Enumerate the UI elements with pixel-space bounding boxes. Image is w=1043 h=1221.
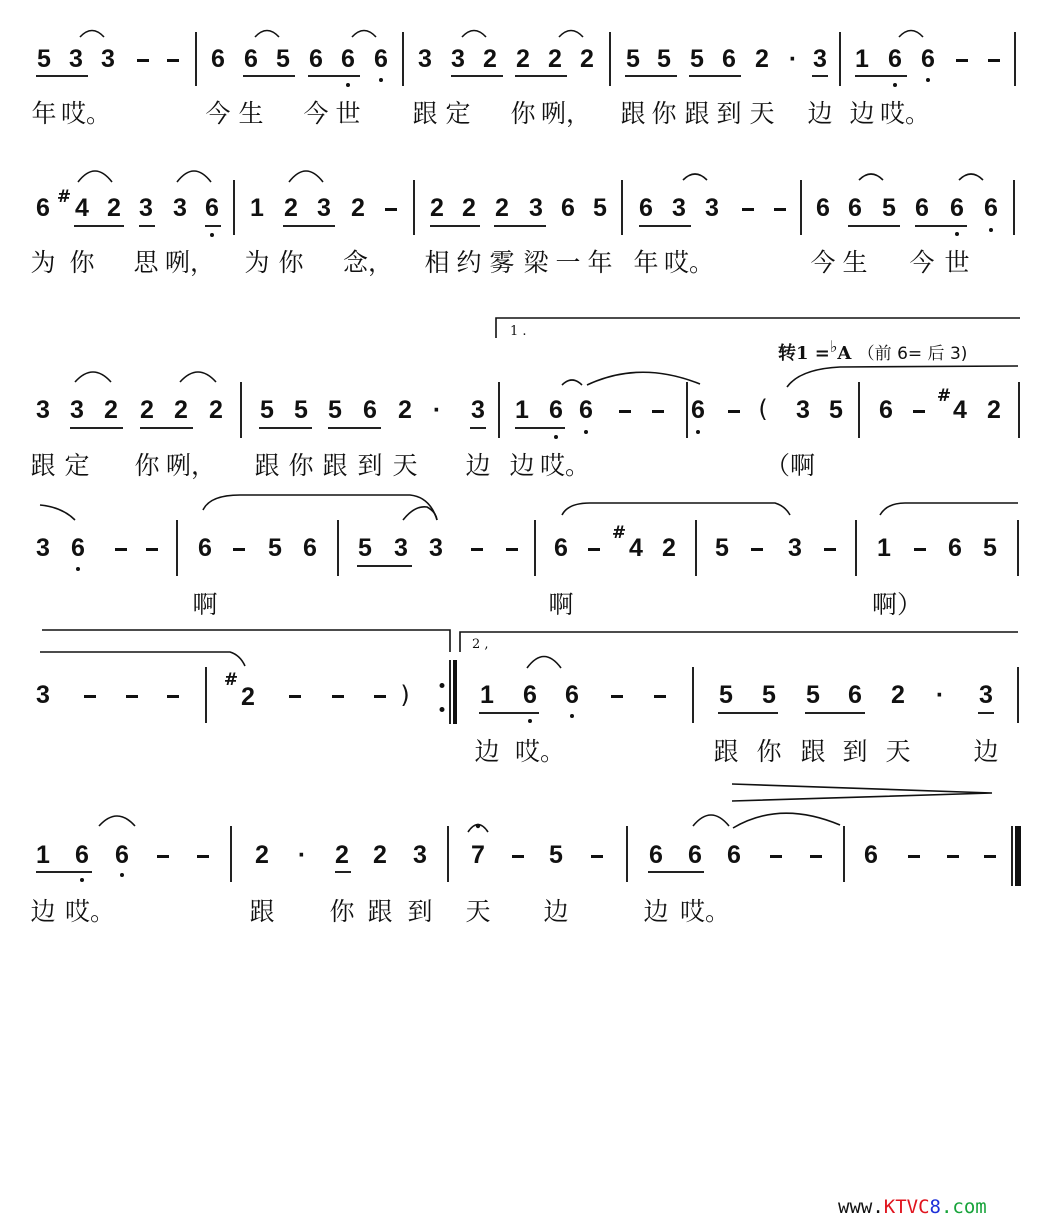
lyric: 边 [643,897,669,926]
lyric: 梁 [523,248,549,277]
lyric: 边 [807,99,833,128]
extension-dash [908,855,920,858]
lyric: 边 [543,897,569,926]
note: 6 [554,534,568,562]
note: 2 [351,194,365,222]
dot-rhythm: · [935,681,945,709]
final-barline-thick [1015,826,1021,886]
sharp-accidental: # [56,187,72,207]
note: 3 [471,396,485,424]
note: 2 [516,45,530,73]
note: 4 [75,194,89,222]
note: 3 [70,396,84,424]
volta-2-label: 2 , [472,637,489,652]
lyric: 哎。 [679,897,731,926]
lyric: 你 [756,737,782,766]
note: 6 [816,194,830,222]
lyric: 哎。 [514,737,566,766]
note: 1 [250,194,264,222]
note: 3 [36,396,50,424]
note: 2 [755,45,769,73]
note: 2 [174,396,188,424]
note: 6 [244,45,258,73]
lyric: 跟 [412,99,438,128]
note: 1 [515,396,529,424]
note: 2 [373,841,387,869]
note: 2 [548,45,562,73]
lyric: 咧， [540,99,592,128]
lyric: 生 [842,248,868,277]
lyric: 边 [509,451,535,480]
note: 3 [796,396,810,424]
note: 5 [260,396,274,424]
note: 3 [529,194,543,222]
note: 3 [394,534,408,562]
underline-beam [335,871,351,873]
lyric: 跟 [367,897,393,926]
note: 5 [328,396,342,424]
lyric: 哎。 [663,248,715,277]
note: 3 [317,194,331,222]
note: 3 [429,534,443,562]
lyric: 为 [244,248,270,277]
note: 6 [727,841,741,869]
watermark [838,1196,987,1218]
note: 5 [358,534,372,562]
low-octave-dot [120,873,124,877]
extension-dash [770,855,782,858]
note: 2 [662,534,676,562]
lyric: 啊 [548,590,574,619]
lyric: 年 [31,99,57,128]
note: 5 [37,45,51,73]
lyric: 咧， [164,248,216,277]
note: 5 [549,841,563,869]
note: 6 [688,841,702,869]
note: 3 [813,45,827,73]
lyric: 你 [278,248,304,277]
note: 6 [915,194,929,222]
extension-dash [984,855,996,858]
note: 2 [580,45,594,73]
watermark-eight: 8 [929,1196,941,1218]
note: 6 [639,194,653,222]
lyric: 念， [342,248,394,277]
key-change-note: （前 6= 后 3) [857,344,968,364]
lyric: 你 [288,451,314,480]
lyric: 边 [973,737,999,766]
note: 6 [984,194,998,222]
note: 6 [921,45,935,73]
lyric: 跟 [254,451,280,480]
note: 5 [719,681,733,709]
extension-dash [591,855,603,858]
lyric: 为 [30,248,56,277]
lyric: 跟 [620,99,646,128]
note: 5 [276,45,290,73]
note: 1 [877,534,891,562]
flat-sign: ♭ [829,337,838,356]
note: 5 [715,534,729,562]
note: 1 [855,45,869,73]
lyric: 雾 [489,248,515,277]
lyric: 你 [651,99,677,128]
lyric: 相 [424,248,450,277]
extension-dash [810,855,822,858]
note: 4 [953,396,967,424]
lyric: 咧， [165,451,217,480]
lyric: 你 [69,248,95,277]
note: 6 [864,841,878,869]
note: 6 [341,45,355,73]
lyric: 你 [134,451,160,480]
note: 6 [579,396,593,424]
note: 1 [480,681,494,709]
note: 3 [173,194,187,222]
note: 5 [762,681,776,709]
lyric: 哎。 [879,99,931,128]
note: 3 [672,194,686,222]
lyric: 边 [465,451,491,480]
barline [230,826,232,882]
lyric: 跟 [800,737,826,766]
note: 6 [309,45,323,73]
note: 5 [626,45,640,73]
lyric: 定 [64,451,90,480]
lyric: 你 [510,99,536,128]
extension-dash [512,855,524,858]
note: 6 [205,194,219,222]
lyric: 啊 [192,590,218,619]
note: 3 [979,681,993,709]
underline-beam [36,871,92,873]
note: 5 [593,194,607,222]
note: 6 [948,534,962,562]
note: 2 [107,194,121,222]
note: 6 [722,45,736,73]
note: 5 [294,396,308,424]
lyric: 边 [30,897,56,926]
note: 3 [36,681,50,709]
note: 3 [101,45,115,73]
lyric: 天 [392,451,418,480]
note: 5 [268,534,282,562]
note: 6 [549,396,563,424]
low-octave-dot [80,878,84,882]
note: 5 [882,194,896,222]
note: 6 [75,841,89,869]
lyric: 哎。 [60,99,112,128]
note: 6 [363,396,377,424]
note: 2 [430,194,444,222]
key-name: A [837,343,852,364]
barline [447,826,449,882]
note: 6 [211,45,225,73]
note: 3 [139,194,153,222]
lyric: 世 [944,248,970,277]
note: 7 [471,841,485,869]
note: 2 [483,45,497,73]
key-change-prefix: 转1 = [778,343,830,364]
lyric: 到 [407,897,433,926]
note: 3 [36,534,50,562]
lyric: 天 [885,737,911,766]
sharp-accidental: # [936,386,952,406]
lyric: 跟 [322,451,348,480]
lyric: 边 [849,99,875,128]
note: 5 [806,681,820,709]
note: 6 [36,194,50,222]
lyric: （啊 [764,451,816,480]
note: 5 [690,45,704,73]
lyric: 今 [303,99,329,128]
lyric: 天 [465,897,491,926]
note: 2 [891,681,905,709]
note: 5 [829,396,843,424]
lyric: 啊） [871,590,923,619]
note: 2 [255,841,269,869]
lyric: 跟 [249,897,275,926]
note: 4 [629,534,643,562]
note: 2 [398,396,412,424]
lyric: 思 [133,248,159,277]
extension-dash [157,855,169,858]
lyric: 年 [633,248,659,277]
lyric: 跟 [713,737,739,766]
note: 6 [888,45,902,73]
note: 5 [657,45,671,73]
lyric: 生 [238,99,264,128]
note: 6 [649,841,663,869]
lyric: 定 [445,99,471,128]
watermark-www: www. [838,1196,884,1218]
lyric: 今 [810,248,836,277]
note: 3 [418,45,432,73]
note: 6 [879,396,893,424]
note: 6 [561,194,575,222]
lyric: 今 [205,99,231,128]
watermark-ktvc: KTVC [883,1196,930,1218]
sharp-accidental: # [611,523,627,543]
dot-rhythm: · [297,841,307,869]
note: 2 [209,396,223,424]
lyric: 跟 [684,99,710,128]
lyric: 哎。 [539,451,591,480]
volta-1-label: 1 . [510,324,527,339]
note: 2 [462,194,476,222]
lyric: 到 [357,451,383,480]
note: 2 [495,194,509,222]
open-paren: ( [758,395,768,423]
lyric: 边 [474,737,500,766]
note: 2 [140,396,154,424]
note: 6 [848,681,862,709]
note: 6 [198,534,212,562]
extension-dash [947,855,959,858]
note: 6 [950,194,964,222]
lyric: 天 [749,99,775,128]
note: 6 [565,681,579,709]
note: 2 [241,683,255,711]
note: 6 [848,194,862,222]
dot-rhythm: · [432,396,442,424]
note: 3 [413,841,427,869]
note: 3 [788,534,802,562]
final-barline-thin [1011,826,1013,886]
note: 2 [284,194,298,222]
lyric: 今 [909,248,935,277]
note: 2 [104,396,118,424]
note: 5 [983,534,997,562]
sharp-accidental: # [223,670,239,690]
watermark-com: .com [940,1196,987,1218]
note: 3 [451,45,465,73]
lyric: 年 [587,248,613,277]
lyric: 世 [335,99,361,128]
lyric: 哎。 [64,897,116,926]
barline [843,826,845,882]
lyric: 跟 [30,451,56,480]
lyric: 到 [842,737,868,766]
note: 6 [71,534,85,562]
note: 6 [691,396,705,424]
extension-dash [197,855,209,858]
note: 2 [335,841,349,869]
note: 6 [374,45,388,73]
note: 2 [987,396,1001,424]
note: 6 [115,841,129,869]
lyric: 一 [555,248,581,277]
dot-rhythm: · [788,45,798,73]
note: 3 [705,194,719,222]
note: 1 [36,841,50,869]
note: 6 [303,534,317,562]
lyric: 到 [716,99,742,128]
lyric: 约 [456,248,482,277]
note: 6 [523,681,537,709]
barline [626,826,628,882]
close-paren: ) [400,681,410,709]
underline-beam [648,871,704,873]
note: 3 [69,45,83,73]
lyric: 你 [329,897,355,926]
